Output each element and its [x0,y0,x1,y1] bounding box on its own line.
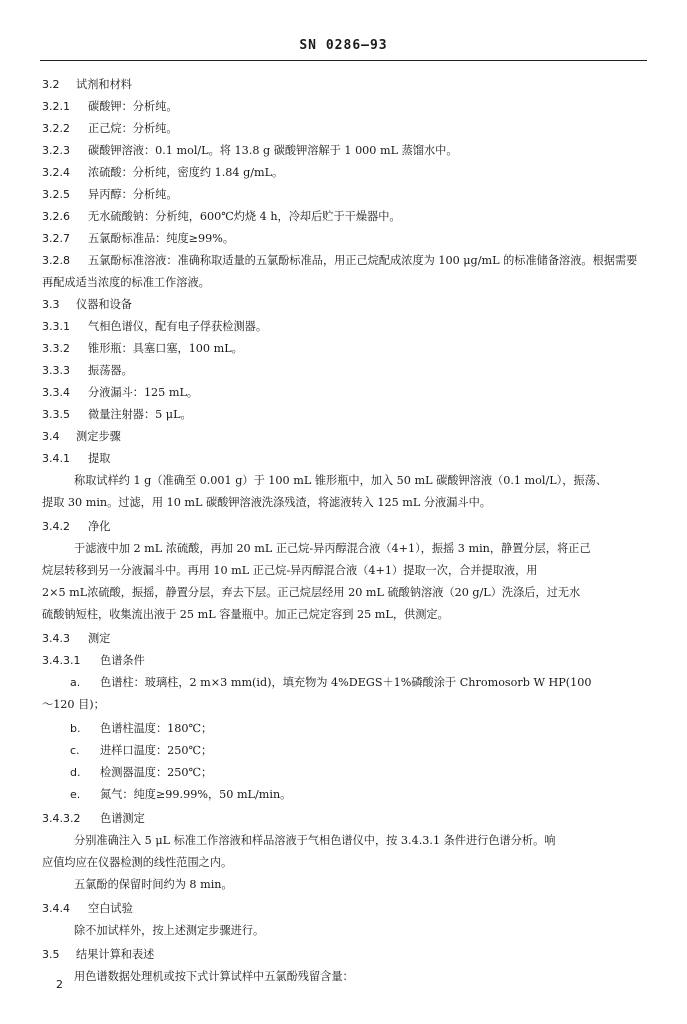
paragraph-line: 除不加试样外，按上述测定步骤进行。 [74,924,265,937]
paragraph-line: 五氯酚的保留时间约为 8 min。 [74,878,233,891]
clause-line: 3.2.5 异丙醇：分析纯。 [42,188,178,201]
list-item: b. 色谱柱温度：180℃； [70,722,213,735]
paragraph-line: 2×5 mL浓硫酸，振摇，静置分层，弃去下层。正己烷层经用 20 mL 硫酸钠溶液（20 g/L）洗涤后，过无水 [42,586,581,599]
clause-line: 3.2.3 碳酸钾溶液：0.1 mol/L。将 13.8 g 碳酸钾溶解于 1 000 mL 蒸馏水中。 [42,144,458,157]
header-rule [40,60,647,61]
section-heading: 3.2 试剂和材料 [42,78,132,91]
clause-line: 3.3.5 微量注射器：5 μL。 [42,408,192,421]
clause-line: 3.4.1 提取 [42,452,111,465]
paragraph-line: ～120 目)； [42,698,105,711]
section-heading: 3.4 测定步骤 [42,430,121,443]
clause-line: 3.2.4 浓硫酸：分析纯，密度约 1.84 g/mL。 [42,166,284,179]
clause-line: 3.3.2 锥形瓶：具塞口塞，100 mL。 [42,342,243,355]
paragraph-line: 用色谱数据处理机或按下式计算试样中五氯酚残留含量： [74,970,354,983]
clause-line: 3.2.7 五氯酚标准品：纯度≥99%。 [42,232,235,245]
paragraph-line: 提取 30 min。过滤，用 10 mL 碳酸钾溶液洗涤残渣，将滤液转入 125 mL 分液漏斗中。 [42,496,491,509]
clause-line: 3.4.2 净化 [42,520,111,533]
clause-line: 3.2.2 正己烷：分析纯。 [42,122,178,135]
clause-line: 3.2.1 碳酸钾：分析纯。 [42,100,178,113]
paragraph-line: 于滤液中加 2 mL 浓硫酸，再加 20 mL 正己烷-异丙醇混合液（4+1），振摇 3 min，静置分层，将正己 [74,542,591,555]
paragraph-line: 称取试样约 1 g（准确至 0.001 g）于 100 mL 锥形瓶中，加入 50 mL 碳酸钾溶液（0.1 mol/L），振荡、 [74,474,608,487]
list-item: d. 检测器温度：250℃； [70,766,213,779]
clause-line: 3.3.1 气相色谱仪，配有电子俘获检测器。 [42,320,268,333]
list-item: a. 色谱柱：玻璃柱，2 m×3 mm(id)，填充物为 4%DEGS＋1%磷酸涂于 Chromosorb W HP(100 [70,676,592,689]
paragraph-line: 烷层转移到另一分液漏斗中。再用 10 mL 正己烷-异丙醇混合液（4+1）提取一次，合并提取液，用 [42,564,538,577]
clause-line: 3.4.3 测定 [42,632,111,645]
clause-line: 3.2.6 无水硫酸钠：分析纯，600℃灼烧 4 h，冷却后贮于干燥器中。 [42,210,401,223]
clause-line: 3.3.3 振荡器。 [42,364,133,377]
clause-line: 3.4.4 空白试验 [42,902,133,915]
paragraph-line: 分别准确注入 5 μL 标准工作溶液和样品溶液于气相色谱仪中，按 3.4.3.1 条件进行色谱分析。响 [74,834,556,847]
clause-line: 3.4.3.1 色谱条件 [42,654,145,667]
clause-line: 3.2.8 五氯酚标准溶液：准确称取适量的五氯酚标准品，用正己烷配成浓度为 100 μg/mL 的标准储备溶液。根据需要再配成适当浓度的标准工作溶液。 [42,254,638,289]
paragraph-line: 应值均应在仪器检测的线性范围之内。 [42,856,233,869]
list-item: c. 进样口温度：250℃； [70,744,213,757]
page-number: 2 [56,978,63,991]
clause-line: 3.4.3.2 色谱测定 [42,812,145,825]
section-heading: 3.5 结果计算和表述 [42,948,155,961]
paragraph-line: 硫酸钠短柱，收集流出液于 25 mL 容量瓶中。加正己烷定容到 25 mL，供测定。 [42,608,449,621]
list-item: e. 氮气：纯度≥99.99%，50 mL/min。 [70,788,292,801]
clause-line: 3.3.4 分液漏斗：125 mL。 [42,386,199,399]
page-header-standard-number: SN 0286—93 [299,38,388,53]
section-heading: 3.3 仪器和设备 [42,298,132,311]
